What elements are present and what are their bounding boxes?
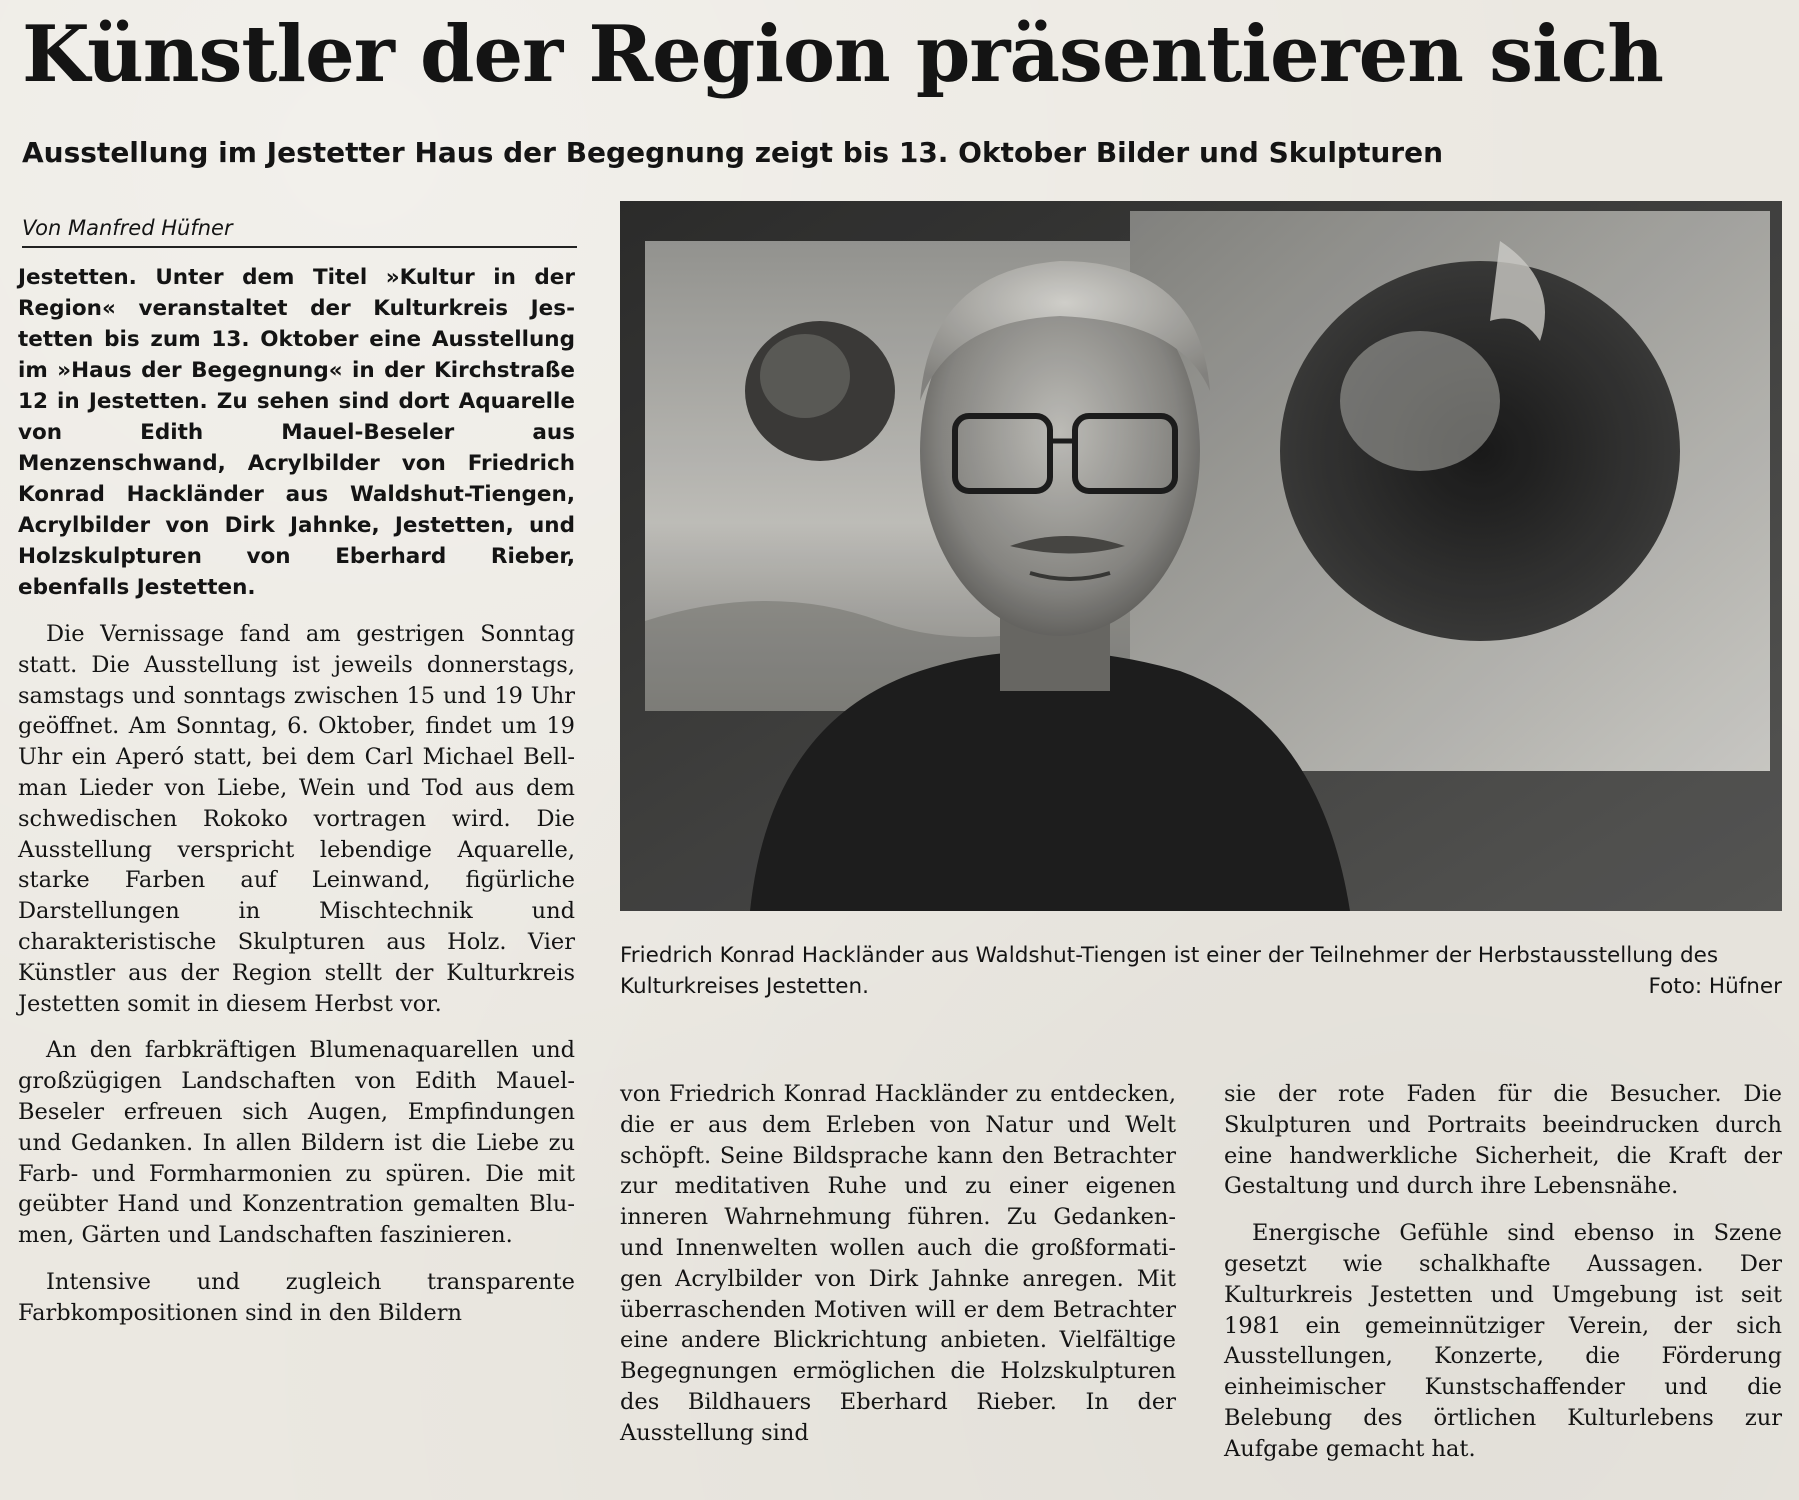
- subheadline: Ausstellung im Jestetter Haus der Begegnung zeigt bis 13. Oktober Bilder und Skulpturen: [22, 136, 1444, 169]
- body-paragraph: An den farbkräftigen Blumenaquarellen und großzügigen Landschaften von Edith Mauel-Beseler erfreuen sich Augen, Empfindungen und Gedanken. In allen Bildern ist die Liebe zu Farb- und Formharmonien zu spüren. Die mit geübter Hand und Konzentration gemalten Blumen, Gärten und Landschaften faszinieren.: [18, 1037, 575, 1249]
- article-column-1: [18, 262, 575, 1329]
- body-paragraph: sie der rote Faden für die Besucher. Die Skulpturen und Portraits beeindrucken durch eine handwerkliche Sicherheit, die Kraft der Gestaltung und durch ihre Lebensnähe.: [1224, 1081, 1782, 1200]
- photo-caption: [620, 940, 1782, 1002]
- body-paragraph: Die Vernissage fand am gestrigen Sonntag statt. Die Ausstellung ist jeweils donnerstags, samstags und sonntags zwischen 15 und 19 Uhr geöffnet. Am Sonntag, 6. Oktober, findet um 19 Uhr ein Aperó statt, bei dem Carl Michael Bellman Lieder von Liebe, Wein und Tod aus dem schwedischen Rokoko vortragen wird. Die Ausstellung verspricht lebendige Aquarelle, starke Farben auf Leinwand, figürliche Darstellungen in Mischtechnik und charakteristische Skulpturen aus Holz. Vier Künstler aus der Region stellt der Kulturkreis Jestetten somit in diesem Herbst vor.: [18, 621, 575, 1017]
- body-paragraph: von Friedrich Konrad Hackländer zu entdecken, die er aus dem Erleben von Natur und Welt schöpft. Seine Bildsprache kann den Betrachter zur meditativen Ruhe und zu einer eigenen inneren Wahrnehmung führen. Zu Gedanken- und Innenwelten wollen auch die großformatigen Acrylbilder von Dirk Jahnke anregen. Mit überraschenden Motiven will er dem Betrachter eine andere Blickrichtung anbieten. Vielfältige Begegnungen ermöglichen die Holzskulpturen des Bildhauers Eberhard Rieber. In der Ausstellung sind: [620, 1081, 1176, 1446]
- byline: Von Manfred Hüfner: [22, 213, 577, 248]
- headline: Künstler der Region präsentieren sich: [22, 9, 1663, 100]
- article-column-3: [1224, 1079, 1782, 1465]
- body-paragraph: Energische Gefühle sind ebenso in Szene gesetzt wie schalkhafte Aussagen. Der Kulturkreis Jestetten und Umgebung ist seit 1981 ein gemeinnütziger Verein, der sich Ausstellungen, Konzerte, die Förderung einheimischer Kunstschaffender und die Belebung des örtlichen Kulturlebens zur Aufgabe gemacht hat.: [1224, 1220, 1782, 1462]
- photo-credit: Foto: Hüfner: [1648, 974, 1782, 999]
- lead-paragraph: Jestetten. Unter dem Titel »Kultur in der Region« veranstaltet der Kulturkreis Jestetten bis zum 13. Oktober eine Ausstellung im »Haus der Begegnung« in der Kirchstraße 12 in Jestetten. Zu sehen sind dort Aquarelle von Edith Mauel-Beseler aus Menzenschwand, Acrylbilder von Friedrich Konrad Hackländer aus Waldshut-Tiengen, Acrylbilder von Dirk Jahnke, Jestetten, und Holzskulpturen von Eberhard Rieber, ebenfalls Jestetten.: [18, 265, 575, 600]
- article-column-2: [620, 1079, 1176, 1449]
- caption-text: Friedrich Konrad Hackländer aus Waldshut-Tiengen ist einer der Teilnehmer der Herbstausstellung des Kulturkreises Jestetten.: [620, 943, 1719, 999]
- body-paragraph: Intensive und zugleich transparente Farbkompositionen sind in den Bildern: [18, 1268, 575, 1326]
- portrait-photo-image: [620, 201, 1782, 911]
- article-photo: [620, 201, 1782, 911]
